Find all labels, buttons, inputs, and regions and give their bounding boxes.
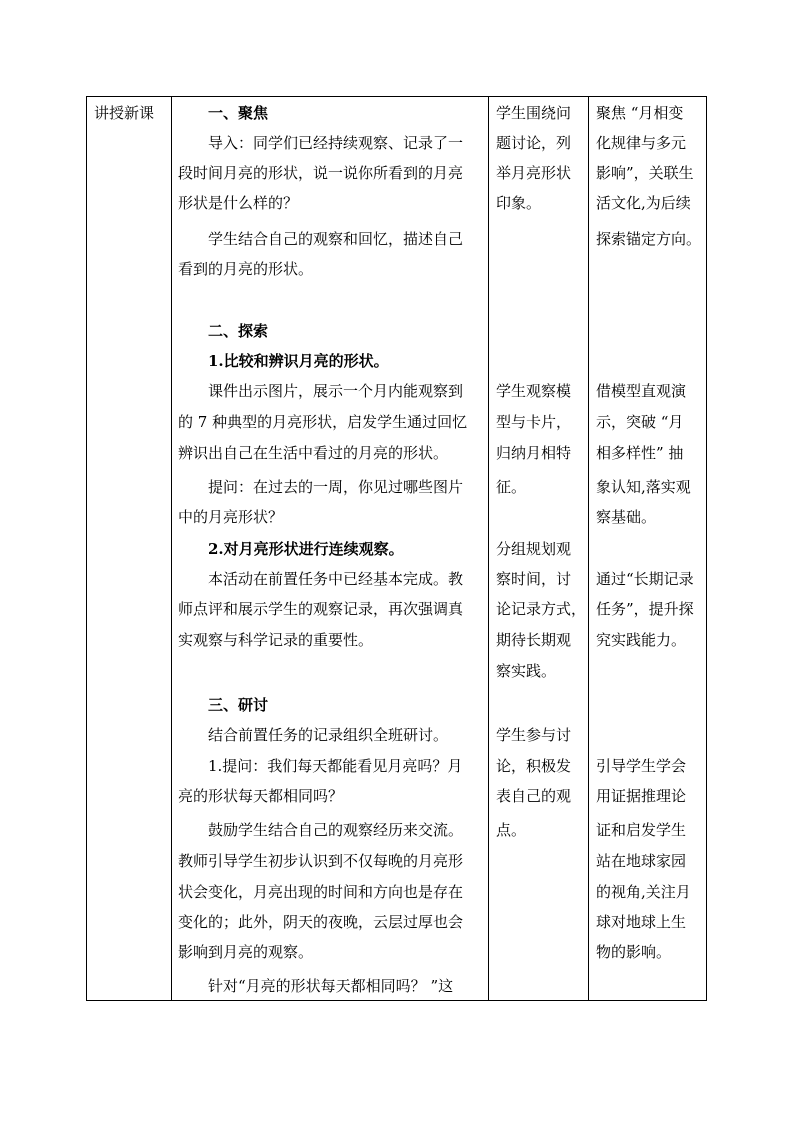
activity-line: 印象。	[496, 194, 542, 212]
content-line: 影响到月亮的观察。	[178, 943, 314, 961]
content-line: 结合前置任务的记录组织全班研讨。	[208, 726, 449, 744]
intent-line: 聚焦 “月相变	[596, 104, 684, 122]
content-line: 形状是什么样的？	[178, 194, 299, 212]
content-line: 的 7 种典型的月亮形状，启发学生通过回忆	[178, 413, 468, 431]
activity-line: 举月亮形状	[496, 164, 572, 182]
intent-line: 借模型直观演	[596, 382, 687, 400]
activity-line: 学生观察模	[496, 382, 572, 400]
content-line: 教师引导学生初步认识到不仅每晚的月亮形	[178, 852, 464, 870]
activity-line: 论记录方式，	[496, 600, 587, 618]
activity-line: 表自己的观	[496, 787, 572, 805]
activity-line: 察实践。	[496, 662, 557, 680]
stage-label: 讲授新课	[94, 104, 155, 122]
subsection-heading: 2.对月亮形状进行连续观察。	[208, 540, 404, 558]
activity-line: 论，积极发	[496, 757, 572, 775]
content-line: 辨识出自己在生活中看过的月亮的形状。	[178, 444, 449, 462]
intent-line: 示，突破 “月	[596, 413, 684, 431]
activity-line: 题讨论，列	[496, 134, 572, 152]
intent-line: 究实践能力。	[596, 631, 687, 649]
activity-line: 归纳月相特	[496, 444, 572, 462]
activity-line: 型与卡片，	[496, 413, 572, 431]
intent-line: 化规律与多元	[596, 134, 687, 152]
content-line: 针对“月亮的形状每天都相同吗？ ”这	[208, 977, 454, 995]
content-line: 1.提问：我们每天都能看见月亮吗？月	[208, 757, 463, 775]
column-divider	[488, 97, 489, 1000]
activity-line: 学生围绕问	[496, 104, 572, 122]
intent-line: 相多样性” 抽	[596, 444, 684, 462]
section-heading: 二、探索	[208, 322, 269, 340]
content-line: 学生结合自己的观察和回忆，描述自己	[208, 230, 464, 248]
content-line: 师点评和展示学生的观察记录，再次强调真	[178, 600, 464, 618]
intent-line: 的视角,关注月	[596, 883, 691, 901]
intent-line: 站在地球家园	[596, 852, 687, 870]
intent-line: 通过“长期记录	[596, 570, 694, 588]
intent-line: 物的影响。	[596, 943, 672, 961]
intent-line: 用证据推理论	[596, 787, 687, 805]
intent-line: 球对地球上生	[596, 913, 687, 931]
intent-line: 象认知,落实观	[596, 478, 691, 496]
intent-line: 证和启发学生	[596, 821, 687, 839]
intent-line: 引导学生学会	[596, 757, 687, 775]
content-line: 亮的形状每天都相同吗？	[178, 787, 344, 805]
activity-line: 分组规划观	[496, 540, 572, 558]
content-line: 状会变化，月亮出现的时间和方向也是存在	[178, 883, 464, 901]
activity-line: 征。	[496, 478, 527, 496]
lesson-plan-table	[86, 96, 707, 1001]
intent-line: 探索锚定方向。	[596, 230, 702, 248]
content-line: 提问：在过去的一周，你见过哪些图片	[208, 478, 464, 496]
intent-line: 察基础。	[596, 508, 657, 526]
column-divider	[171, 97, 172, 1000]
content-line: 本活动在前置任务中已经基本完成。教	[208, 570, 464, 588]
column-divider	[588, 97, 589, 1000]
section-heading: 一、聚焦	[208, 104, 269, 122]
section-heading: 三、研讨	[208, 696, 269, 714]
subsection-heading: 1.比较和辨识月亮的形状。	[208, 352, 389, 370]
content-line: 鼓励学生结合自己的观察经历来交流。	[208, 821, 464, 839]
content-line: 课件出示图片，展示一个月内能观察到	[208, 382, 464, 400]
content-line: 看到的月亮的形状。	[178, 260, 314, 278]
content-line: 导入：同学们已经持续观察、记录了一	[208, 134, 464, 152]
content-line: 实观察与科学记录的重要性。	[178, 631, 374, 649]
intent-line: 活文化,为后续	[596, 194, 691, 212]
content-line: 段时间月亮的形状，说一说你所看到的月亮	[178, 164, 464, 182]
activity-line: 期待长期观	[496, 631, 572, 649]
content-line: 中的月亮形状？	[178, 508, 284, 526]
intent-line: 影响”，关联生	[596, 164, 694, 182]
activity-line: 学生参与讨	[496, 726, 572, 744]
content-line: 变化的；此外，阴天的夜晚，云层过厚也会	[178, 913, 464, 931]
intent-line: 任务”，提升探	[596, 600, 694, 618]
activity-line: 点。	[496, 821, 527, 839]
activity-line: 察时间，讨	[496, 570, 572, 588]
